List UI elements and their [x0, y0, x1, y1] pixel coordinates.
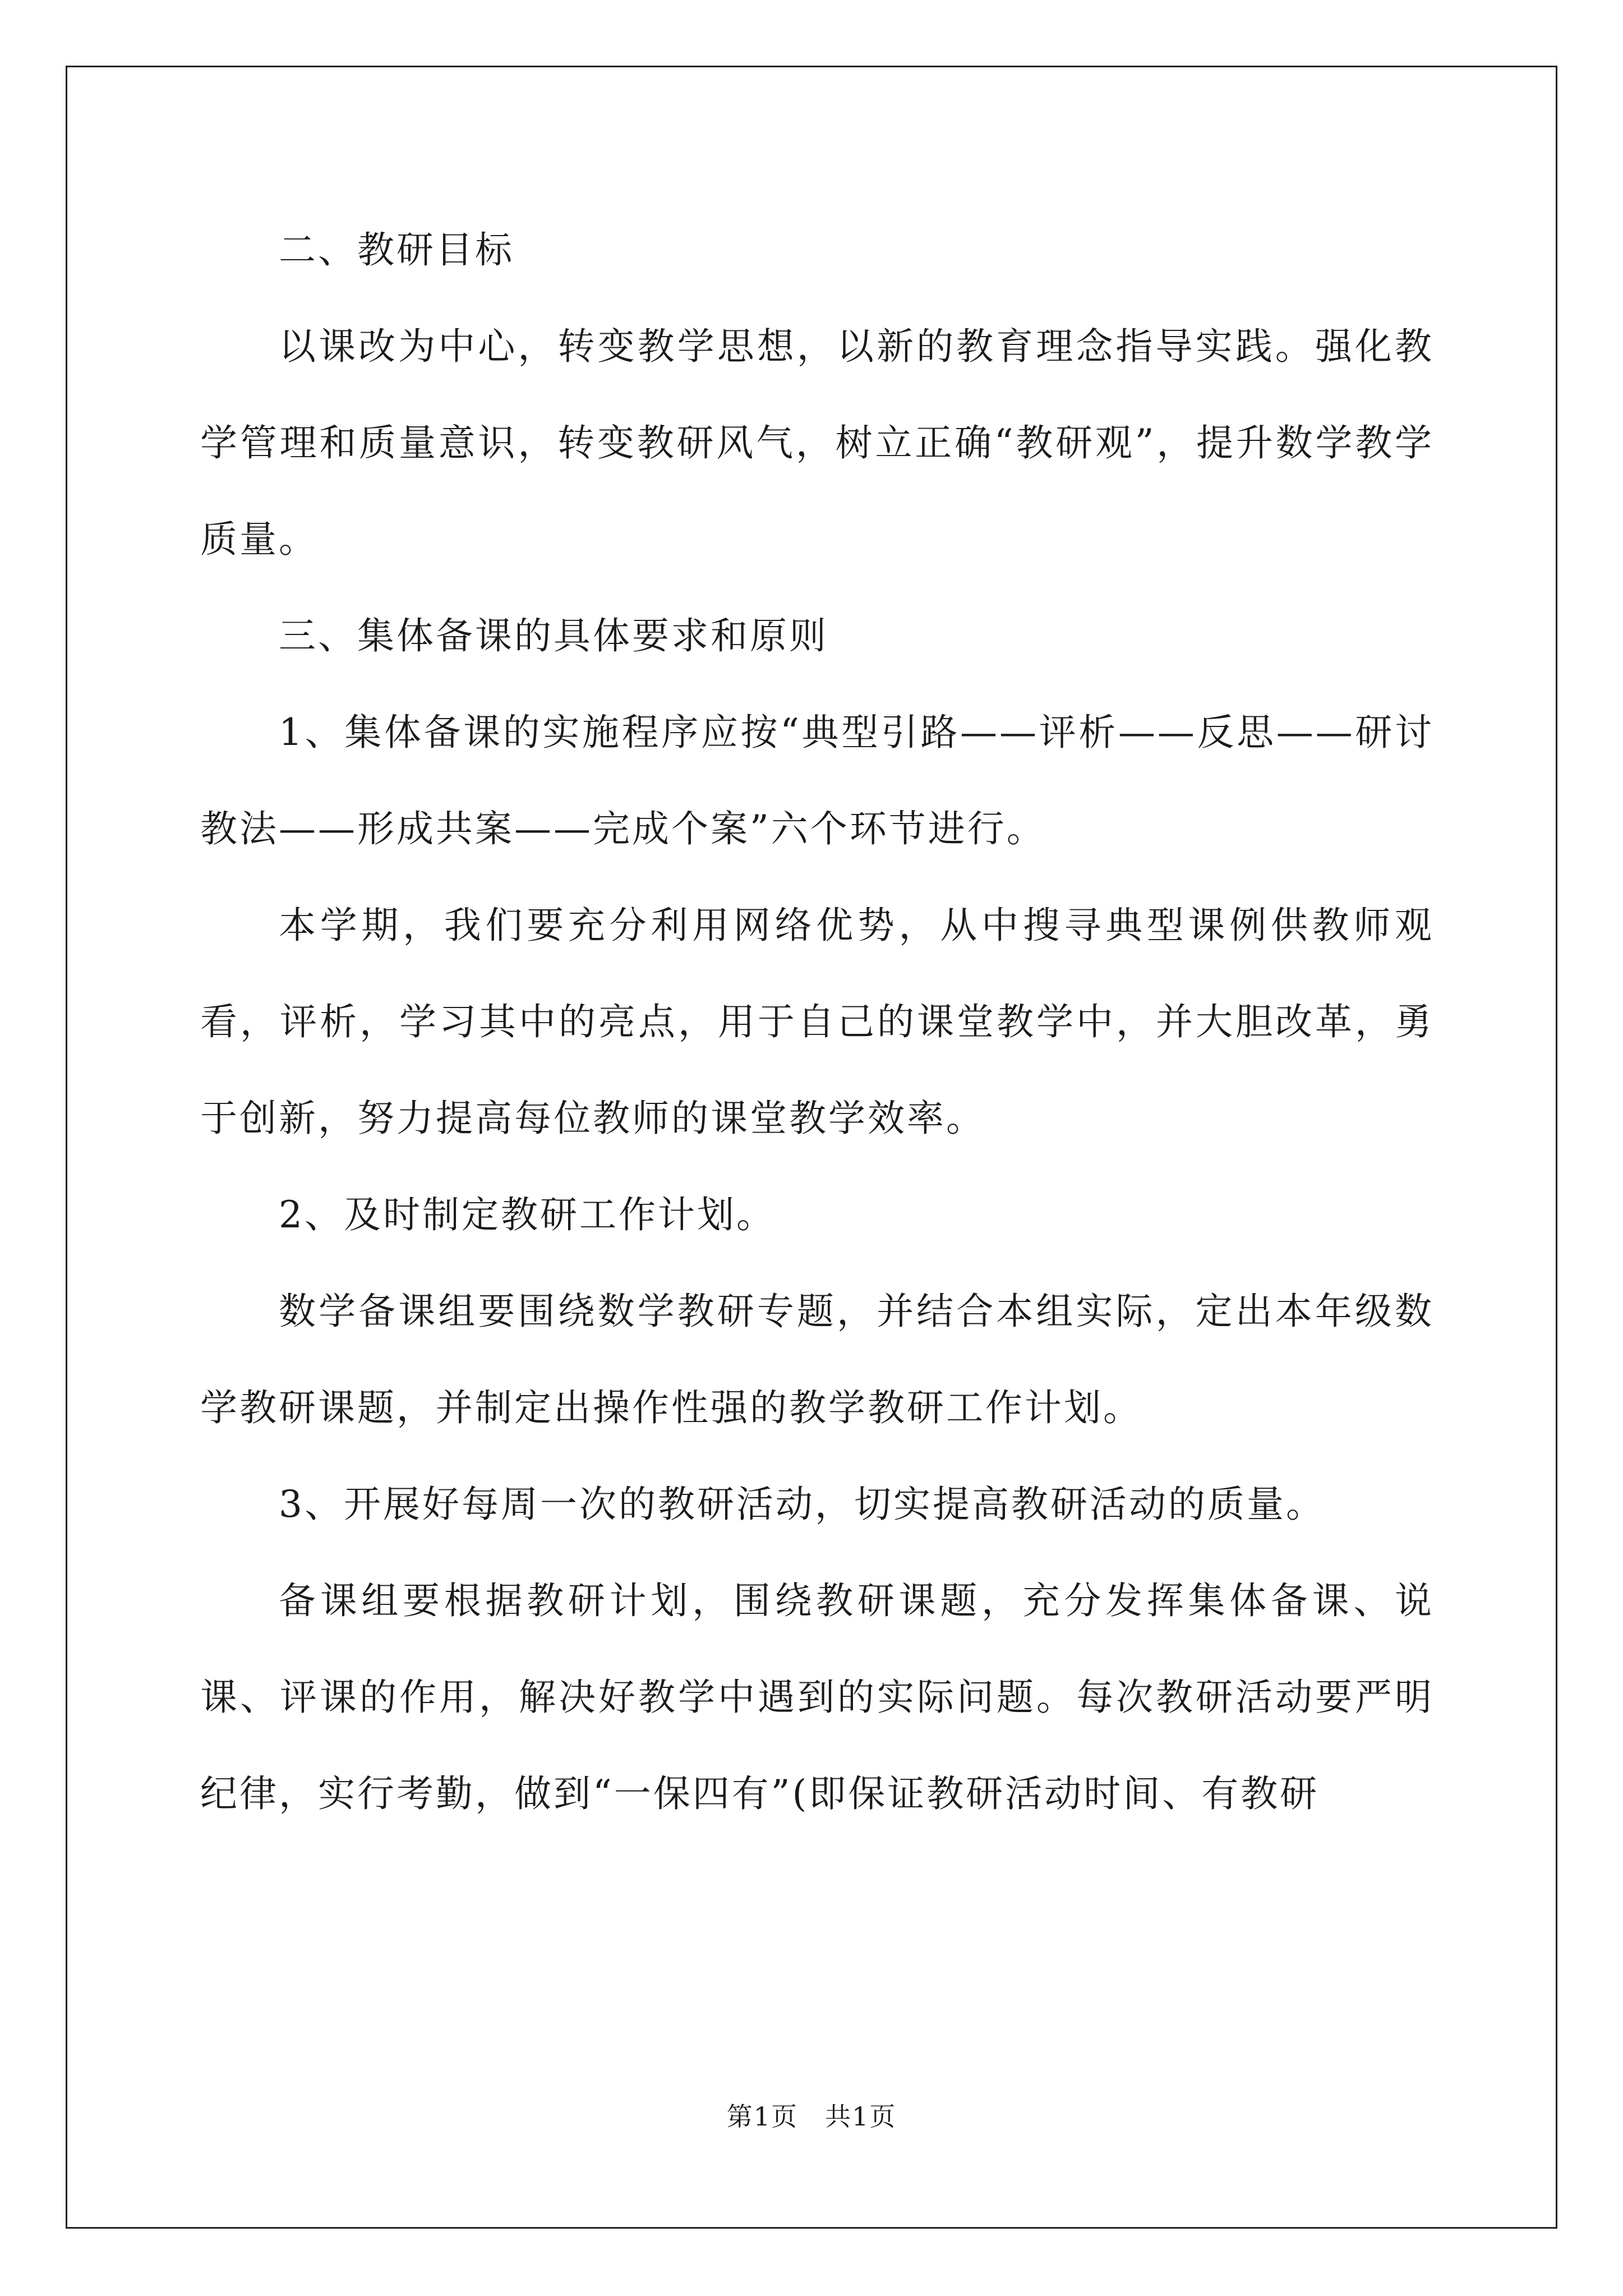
page-footer: 第1页 共1页	[726, 2101, 897, 2132]
section-heading-lesson-prep-requirements: 三、集体备课的具体要求和原则	[279, 614, 828, 657]
paragraph-item-1: 1、集体备课的实施程序应按“典型引路——评析——反思——研讨教法——形成共案——完成个案”六个环节进行。	[200, 711, 1434, 850]
paragraph-semester-plan: 本学期，我们要充分利用网络优势，从中搜寻典型课例供教师观看，评析，学习其中的亮点，用于自己的课堂教学中，并大胆改革，勇于创新，努力提高每位教师的课堂教学效率。	[200, 904, 1434, 1140]
section-heading-research-goals: 二、教研目标	[279, 228, 514, 272]
paragraph-item-2: 2、及时制定教研工作计划。	[279, 1193, 776, 1236]
paragraph-math-group: 数学备课组要围绕数学教研专题，并结合本组实际，定出本年级数学教研课题，并制定出操作性强的教学教研工作计划。	[200, 1290, 1434, 1429]
paragraph-goals-text: 以课改为中心，转变教学思想，以新的教育理念指导实践。强化教学管理和质量意识，转变教研风气，树立正确“教研观”，提升数学教学质量。	[200, 325, 1434, 561]
paragraph-prep-group: 备课组要根据教研计划，围绕教研课题，充分发挥集体备课、说课、评课的作用，解决好教学中遇到的实际问题。每次教研活动要严明纪律，实行考勤，做到“一保四有”(即保证教研活动时间、有教研	[200, 1579, 1434, 1815]
document-body	[200, 202, 1434, 1842]
paragraph-item-3: 3、开展好每周一次的教研活动，切实提高教研活动的质量。	[279, 1483, 1325, 1526]
